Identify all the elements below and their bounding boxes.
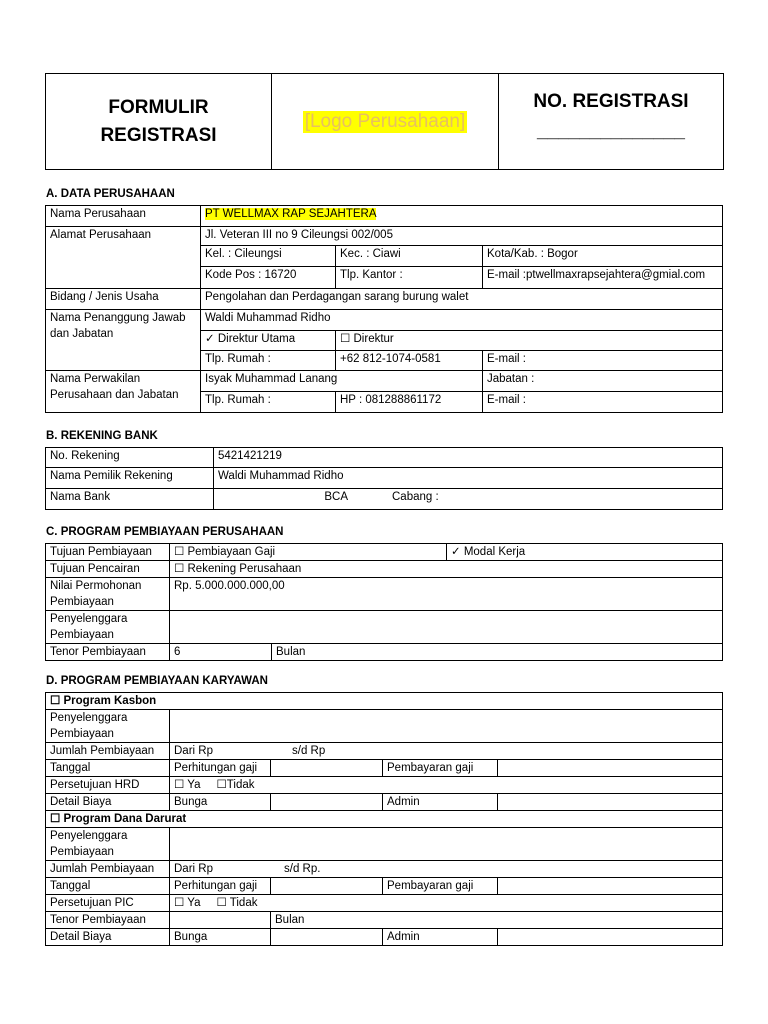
representative-name-value[interactable]: Isyak Muhammad Lanang	[201, 371, 483, 392]
kasbon-amount-label: Jumlah Pembiayaan	[46, 743, 170, 760]
pj-label: Nama Penanggung Jawab dan Jabatan	[46, 310, 201, 371]
amount-value[interactable]: Rp. 5.000.000.000,00	[170, 578, 723, 611]
option-pembiayaan-gaji[interactable]: ☐ Pembiayaan Gaji	[170, 544, 447, 561]
section-d-title: D. PROGRAM PEMBIAYAAN KARYAWAN	[46, 675, 268, 687]
logo-placeholder: [Logo Perusahaan]	[304, 110, 466, 132]
darurat-payroll-calc-value[interactable]	[271, 878, 383, 895]
darurat-interest-value[interactable]	[271, 929, 383, 946]
darurat-amount-from: Dari Rp	[174, 863, 213, 875]
darurat-payroll-pay-value[interactable]	[498, 878, 723, 895]
pj-option-direktur[interactable]: ☐ Direktur	[336, 331, 723, 351]
kasbon-admin-value[interactable]	[498, 794, 723, 811]
representative-tlp-rumah-field[interactable]: Tlp. Rumah :	[201, 392, 336, 413]
financing-purpose-label: Tujuan Pembiayaan	[46, 544, 170, 561]
kasbon-payroll-pay-value[interactable]	[498, 760, 723, 777]
tenor-value[interactable]: 6	[170, 644, 272, 661]
kasbon-interest-value[interactable]	[271, 794, 383, 811]
bank-name-value[interactable]	[214, 489, 723, 510]
darurat-admin-label: Admin	[383, 929, 498, 946]
pj-hp-field[interactable]: +62 812-1074-0581	[336, 351, 483, 371]
kodepos-field[interactable]: Kode Pos : 16720	[201, 267, 336, 289]
logo-area	[272, 74, 499, 169]
kasbon-amount-from: Dari Rp	[174, 745, 213, 757]
kota-field[interactable]: Kota/Kab. : Bogor	[483, 246, 723, 267]
darurat-tenor-unit: Bulan	[271, 912, 723, 929]
kasbon-payroll-calc-label: Perhitungan gaji	[170, 760, 271, 777]
kasbon-admin-label: Admin	[383, 794, 498, 811]
option-rekening-perusahaan[interactable]: ☐ Rekening Perusahaan	[170, 561, 723, 578]
kasbon-hrd-approval-label: Persetujuan HRD	[46, 777, 170, 794]
company-address-value[interactable]: Jl. Veteran III no 9 Cileungsi 002/005	[201, 227, 723, 246]
kasbon-date-label: Tanggal	[46, 760, 170, 777]
registration-label: NO. REGISTRASI	[533, 91, 689, 112]
kasbon-payroll-calc-value[interactable]	[271, 760, 383, 777]
bank-account-table	[45, 447, 723, 510]
form-header	[45, 73, 724, 170]
kasbon-amount-to: s/d Rp	[292, 745, 326, 757]
registration-blank[interactable]: ______________	[537, 121, 685, 142]
darurat-tenor-label: Tenor Pembiayaan	[46, 912, 170, 929]
darurat-admin-value[interactable]	[498, 929, 723, 946]
darurat-tenor-value[interactable]	[170, 912, 271, 929]
company-name-label: Nama Perusahaan	[46, 206, 201, 227]
kelurahan-field[interactable]: Kel. : Cileungsi	[201, 246, 336, 267]
disbursement-label: Tujuan Pencairan	[46, 561, 170, 578]
kasbon-hrd-approval-options[interactable]: ☐ Ya ☐Tidak	[170, 777, 723, 794]
title-line-1: FORMULIR	[108, 96, 209, 118]
company-data-table	[45, 205, 723, 413]
darurat-amount-to: s/d Rp.	[284, 863, 321, 875]
darurat-organizer-value[interactable]	[170, 828, 723, 861]
representative-email-field[interactable]: E-mail :	[483, 392, 723, 413]
kasbon-payroll-pay-label: Pembayaran gaji	[383, 760, 498, 777]
tenor-label: Tenor Pembiayaan	[46, 644, 170, 661]
kasbon-interest-label: Bunga	[170, 794, 271, 811]
program-dana-darurat-option[interactable]: ☐ Program Dana Darurat	[46, 811, 723, 828]
account-number-label: No. Rekening	[46, 448, 214, 468]
business-type-value[interactable]: Pengolahan dan Perdagangan sarang burung walet	[201, 289, 723, 310]
pj-name-value[interactable]: Waldi Muhammad Ridho	[201, 310, 723, 331]
representative-position-field[interactable]: Jabatan :	[483, 371, 723, 392]
company-name-value[interactable]	[201, 206, 723, 227]
darurat-organizer-label: Penyelenggara Pembiayaan	[46, 828, 170, 861]
darurat-date-label: Tanggal	[46, 878, 170, 895]
section-c-title: C. PROGRAM PEMBIAYAAN PERUSAHAAN	[46, 526, 284, 538]
darurat-payroll-calc-label: Perhitungan gaji	[170, 878, 271, 895]
kasbon-amount-value[interactable]	[170, 743, 723, 760]
darurat-pic-approval-label: Persetujuan PIC	[46, 895, 170, 912]
pj-tlp-rumah-field[interactable]: Tlp. Rumah :	[201, 351, 336, 371]
title-line-2: REGISTRASI	[100, 124, 217, 146]
branch-label: Cabang :	[392, 491, 439, 503]
program-kasbon-option[interactable]: ☐ Program Kasbon	[46, 693, 723, 710]
representative-label: Nama Perwakilan Perusahaan dan Jabatan	[46, 371, 201, 413]
pj-email-field[interactable]: E-mail :	[483, 351, 723, 371]
company-address-label: Alamat Perusahaan	[46, 227, 201, 289]
kasbon-organizer-value[interactable]	[170, 710, 723, 743]
darurat-payroll-pay-label: Pembayaran gaji	[383, 878, 498, 895]
employee-financing-table	[45, 692, 723, 946]
pj-option-direktur-utama[interactable]: ✓ Direktur Utama	[201, 331, 336, 351]
company-email-field[interactable]: E-mail :ptwellmaxrapsejahtera@gmial.com	[483, 267, 723, 289]
darurat-interest-label: Bunga	[170, 929, 271, 946]
organizer-value[interactable]	[170, 611, 723, 644]
registration-number	[499, 74, 723, 169]
business-type-label: Bidang / Jenis Usaha	[46, 289, 201, 310]
account-holder-value[interactable]: Waldi Muhammad Ridho	[214, 468, 723, 489]
organizer-label: Penyelenggara Pembiayaan	[46, 611, 170, 644]
darurat-cost-detail-label: Detail Biaya	[46, 929, 170, 946]
darurat-amount-label: Jumlah Pembiayaan	[46, 861, 170, 878]
form-title	[46, 74, 272, 169]
bank-name-text: BCA	[324, 491, 348, 503]
option-modal-kerja[interactable]: ✓ Modal Kerja	[447, 544, 723, 561]
darurat-amount-value[interactable]	[170, 861, 723, 878]
account-number-value[interactable]: 5421421219	[214, 448, 723, 468]
tenor-unit: Bulan	[272, 644, 723, 661]
tlp-kantor-field[interactable]: Tlp. Kantor :	[336, 267, 483, 289]
company-financing-table	[45, 543, 723, 661]
account-holder-label: Nama Pemilik Rekening	[46, 468, 214, 489]
representative-hp-field[interactable]: HP : 081288861172	[336, 392, 483, 413]
company-name-text: PT WELLMAX RAP SEJAHTERA	[205, 208, 377, 220]
section-a-title: A. DATA PERUSAHAAN	[46, 188, 175, 200]
section-b-title: B. REKENING BANK	[46, 430, 158, 442]
bank-name-label: Nama Bank	[46, 489, 214, 510]
kasbon-cost-detail-label: Detail Biaya	[46, 794, 170, 811]
darurat-pic-approval-options[interactable]: ☐ Ya ☐ Tidak	[170, 895, 723, 912]
kecamatan-field[interactable]: Kec. : Ciawi	[336, 246, 483, 267]
amount-label: Nilai Permohonan Pembiayaan	[46, 578, 170, 611]
kasbon-organizer-label: Penyelenggara Pembiayaan	[46, 710, 170, 743]
